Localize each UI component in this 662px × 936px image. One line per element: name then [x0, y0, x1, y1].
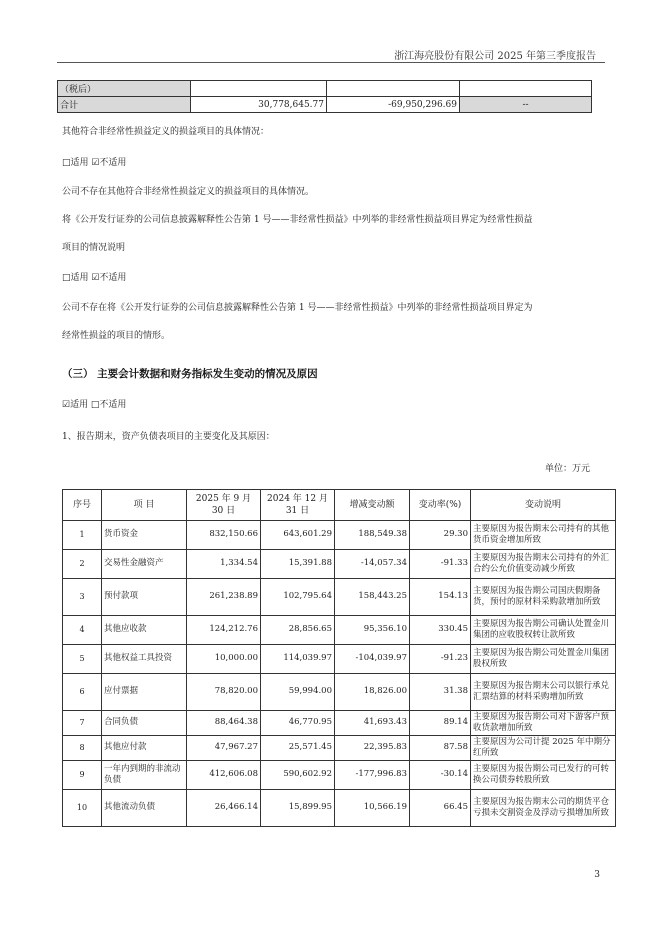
col-header-desc: 变动说明	[471, 490, 616, 521]
row-item: 一年内到期的非流动负债	[102, 761, 187, 790]
applicability-checkbox: □适用 ☑不适用	[62, 273, 127, 283]
row-number: 3	[63, 579, 102, 616]
change-rate: -91.23	[410, 645, 471, 674]
cell	[327, 81, 460, 97]
table-row	[58, 81, 592, 97]
table-row	[63, 790, 616, 827]
row-label: 合计	[58, 97, 191, 113]
value-2024: 590,602.92	[261, 761, 335, 790]
row-number: 6	[63, 674, 102, 711]
paragraph: 公司不存在将《公开发行证券的公司信息披露解释性公告第 1 号——非经常性损益》中列举的非经常性损益项目界定为	[62, 303, 533, 313]
paragraph: 其他符合非经常性损益定义的损益项目的具体情况：	[62, 127, 270, 137]
balance-sheet-changes-table	[62, 489, 616, 827]
total-ytd: -69,950,296.69	[327, 97, 460, 113]
row-number: 8	[63, 736, 102, 761]
value-2025: 412,606.08	[187, 761, 261, 790]
change-rate: 66.45	[410, 790, 471, 827]
change-amount: 18,826.00	[335, 674, 410, 711]
table-row	[63, 645, 616, 674]
row-item: 货币资金	[102, 521, 187, 550]
header-divider	[57, 62, 605, 63]
change-amount: -177,996.83	[335, 761, 410, 790]
change-explanation: 主要原因为报告期末公司的期货平仓亏损未交割资金及浮动亏损增加所致	[471, 790, 616, 827]
paragraph: 公司不存在其他符合非经常性损益定义的损益项目的具体情况。	[62, 187, 315, 197]
value-2024: 46,770.95	[261, 711, 335, 736]
change-rate: 31.38	[410, 674, 471, 711]
value-2024: 15,899.95	[261, 790, 335, 827]
table-row	[63, 521, 616, 550]
value-2024: 28,856.65	[261, 616, 335, 645]
table-row	[63, 616, 616, 645]
value-2025: 78,820.00	[187, 674, 261, 711]
value-2024: 102,795.64	[261, 579, 335, 616]
table-row-total	[58, 97, 592, 113]
paragraph: 经常性损益的项目的情形。	[62, 331, 171, 341]
cell	[460, 81, 592, 97]
col-header-no: 序号	[63, 490, 102, 521]
col-header-2025: 2025 年 9 月 30 日	[187, 490, 261, 521]
value-2025: 1,334.54	[187, 550, 261, 579]
value-2025: 10,000.00	[187, 645, 261, 674]
change-explanation: 主要原因为报告期末公司持有的外汇合约公允价值变动减少所致	[471, 550, 616, 579]
table-row	[63, 711, 616, 736]
change-amount: 22,395.83	[335, 736, 410, 761]
row-item: 其他流动负债	[102, 790, 187, 827]
col-header-change: 增减变动额	[335, 490, 410, 521]
change-rate: 89.14	[410, 711, 471, 736]
col-header-2024: 2024 年 12 月 31 日	[261, 490, 335, 521]
row-label: （税后）	[58, 81, 191, 97]
value-2024: 643,601.29	[261, 521, 335, 550]
section-heading: （三） 主要会计数据和财务指标发生变动的情况及原因	[62, 368, 318, 380]
table-row	[63, 761, 616, 790]
col-header-item: 项 目	[102, 490, 187, 521]
applicability-checkbox: ☑适用 □不适用	[62, 400, 127, 410]
change-amount: 158,443.25	[335, 579, 410, 616]
row-item: 其他权益工具投资	[102, 645, 187, 674]
row-number: 10	[63, 790, 102, 827]
change-amount: 95,356.10	[335, 616, 410, 645]
change-explanation: 主要原因为报告期公司国庆假期备货，预付的原材料采购款增加所致	[471, 579, 616, 616]
row-item: 交易性金融资产	[102, 550, 187, 579]
value-2024: 25,571.45	[261, 736, 335, 761]
change-explanation: 主要原因为报告期公司已发行的可转换公司债券转股所致	[471, 761, 616, 790]
cell	[191, 81, 327, 97]
paragraph: 1、报告期末，资产负债表项目的主要变化及其原因：	[62, 432, 275, 442]
row-item: 应付票据	[102, 674, 187, 711]
row-number: 7	[63, 711, 102, 736]
change-explanation: 主要原因为报告期末公司以银行承兑汇票结算的材料采购增加所致	[471, 674, 616, 711]
change-explanation: 主要原因为公司计提 2025 年中期分红所致	[471, 736, 616, 761]
row-number: 5	[63, 645, 102, 674]
row-item: 其他应收款	[102, 616, 187, 645]
change-rate: 330.45	[410, 616, 471, 645]
row-number: 4	[63, 616, 102, 645]
change-amount: 41,693.43	[335, 711, 410, 736]
page-number: 3	[594, 870, 600, 880]
row-item: 预付款项	[102, 579, 187, 616]
change-amount: -14,057.34	[335, 550, 410, 579]
value-2025: 47,967.27	[187, 736, 261, 761]
value-2024: 15,391.88	[261, 550, 335, 579]
table-row	[63, 674, 616, 711]
row-number: 2	[63, 550, 102, 579]
change-rate: 29.30	[410, 521, 471, 550]
col-header-rate: 变动率(%)	[410, 490, 471, 521]
value-2025: 124,212.76	[187, 616, 261, 645]
change-rate: 87.58	[410, 736, 471, 761]
change-explanation: 主要原因为报告期末公司持有的其他货币资金增加所致	[471, 521, 616, 550]
change-amount: -104,039.97	[335, 645, 410, 674]
row-item: 其他应付款	[102, 736, 187, 761]
unit-label: 单位：万元	[544, 464, 590, 474]
table-row	[63, 736, 616, 761]
value-2024: 59,994.00	[261, 674, 335, 711]
value-2025: 26,466.14	[187, 790, 261, 827]
row-item: 合同负债	[102, 711, 187, 736]
total-note: --	[460, 97, 592, 113]
value-2025: 88,464.38	[187, 711, 261, 736]
change-explanation: 主要原因为报告期公司对下游客户预收货款增加所致	[471, 711, 616, 736]
paragraph: 将《公开发行证券的公司信息披露解释性公告第 1 号——非经常性损益》中列举的非经常性损益项目界定为经常性损益	[62, 215, 533, 225]
change-rate: 154.13	[410, 579, 471, 616]
change-amount: 10,566.19	[335, 790, 410, 827]
change-explanation: 主要原因为报告期公司处置金川集团股权所致	[471, 645, 616, 674]
total-current: 30,778,645.77	[191, 97, 327, 113]
table-header-row	[63, 490, 616, 521]
value-2025: 261,238.89	[187, 579, 261, 616]
table-row	[63, 579, 616, 616]
row-number: 1	[63, 521, 102, 550]
nonrecurring-gains-table-tail	[57, 80, 592, 113]
paragraph: 项目的情况说明	[62, 243, 126, 253]
row-number: 9	[63, 761, 102, 790]
applicability-checkbox: □适用 ☑不适用	[62, 158, 127, 168]
table-row	[63, 550, 616, 579]
value-2024: 114,039.97	[261, 645, 335, 674]
change-amount: 188,549.38	[335, 521, 410, 550]
page-header: 浙江海亮股份有限公司 2025 年第三季度报告	[394, 51, 596, 62]
change-explanation: 主要原因为报告期公司确认处置金川集团的应收股权转让款所致	[471, 616, 616, 645]
change-rate: -91.33	[410, 550, 471, 579]
value-2025: 832,150.66	[187, 521, 261, 550]
change-rate: -30.14	[410, 761, 471, 790]
